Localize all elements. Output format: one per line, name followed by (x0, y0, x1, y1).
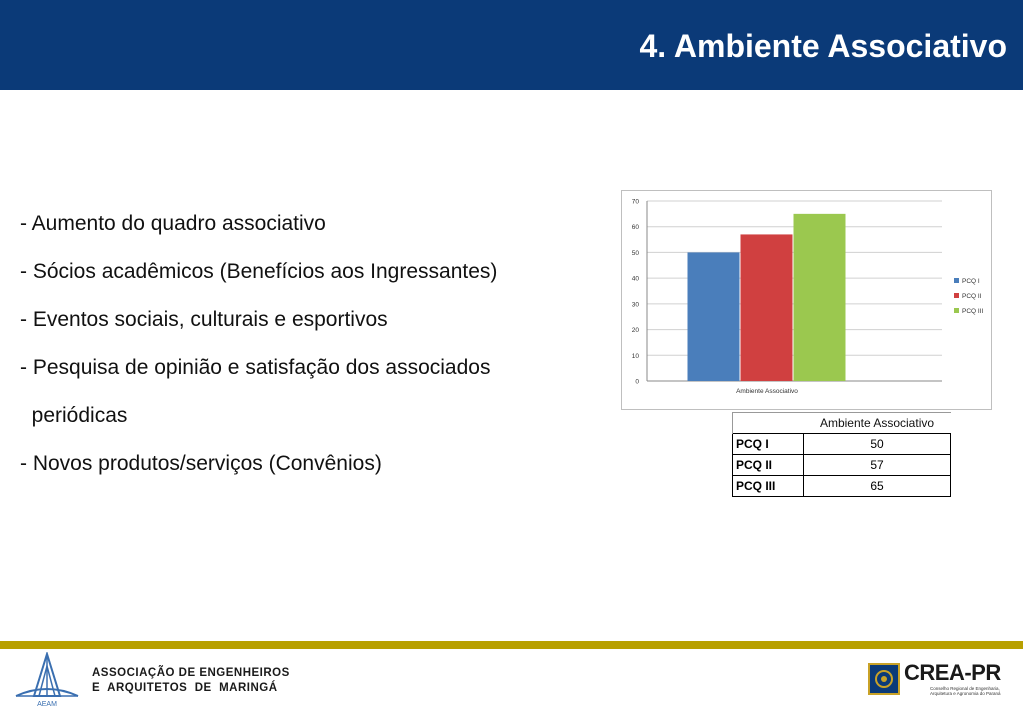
table-row (733, 455, 951, 476)
legend-label: PCQ III (962, 308, 984, 315)
crea-name: CREA-PR (904, 660, 1001, 685)
y-tick-label: 0 (635, 378, 639, 386)
table-row (733, 476, 951, 497)
legend-label: PCQ I (962, 278, 980, 285)
bullet-item-continuation: periódicas (20, 404, 128, 427)
data-table (732, 412, 951, 497)
y-tick-label: 40 (631, 275, 639, 283)
bullet-item: - Sócios acadêmicos (Benefícios aos Ingressantes) (20, 260, 498, 283)
bar-pcq-iii (794, 214, 846, 381)
row-value: 50 (804, 434, 951, 455)
chart-canvas (622, 191, 991, 409)
aeam-line1: ASSOCIAÇÃO DE ENGENHEIROS (92, 667, 290, 679)
row-label: PCQ III (733, 476, 804, 497)
cathedral-icon (12, 652, 82, 708)
legend-swatch (954, 293, 959, 298)
bullet-item: - Eventos sociais, culturais e esportivos (20, 308, 388, 331)
legend-label: PCQ II (962, 293, 982, 300)
table-row (733, 434, 951, 455)
y-tick-label: 20 (631, 327, 639, 335)
legend-swatch (954, 278, 959, 283)
aeam-logo (12, 652, 82, 708)
y-tick-label: 50 (631, 249, 639, 257)
y-tick-label: 60 (631, 224, 639, 232)
y-tick-label: 30 (631, 301, 639, 309)
y-tick-label: 10 (631, 352, 639, 360)
row-value: 57 (804, 455, 951, 476)
y-tick-label: 70 (631, 198, 639, 206)
row-label: PCQ I (733, 434, 804, 455)
legend-swatch (954, 308, 959, 313)
aeam-name (92, 666, 290, 696)
bar-pcq-ii (741, 234, 793, 381)
bullet-item: - Aumento do quadro associativo (20, 212, 326, 235)
bar-chart (621, 190, 992, 410)
table-header-row (733, 413, 951, 434)
bullet-list (20, 212, 620, 500)
row-label: PCQ II (733, 455, 804, 476)
bullet-item: - Novos produtos/serviços (Convênios) (20, 452, 382, 475)
table-header: Ambiente Associativo (804, 413, 951, 434)
footer-divider (0, 641, 1023, 649)
crea-logo (868, 660, 1018, 700)
bar-pcq-i (688, 252, 740, 381)
x-category-label: Ambiente Associativo (736, 388, 798, 395)
aeam-abbr: AEAM (37, 701, 57, 708)
table-corner-cell (733, 413, 804, 434)
bullet-item: - Pesquisa de opinião e satisfação dos associados (20, 356, 491, 379)
page-title: 4. Ambiente Associativo (639, 28, 1007, 64)
header-bar (0, 0, 1023, 90)
crea-subtitle: Conselho Regional de Engenharia, Arquitetura e Agronomia do Paraná (930, 686, 1001, 696)
row-value: 65 (804, 476, 951, 497)
aeam-line2: E ARQUITETOS DE MARINGÁ (92, 682, 278, 694)
crea-emblem-icon (868, 663, 900, 695)
